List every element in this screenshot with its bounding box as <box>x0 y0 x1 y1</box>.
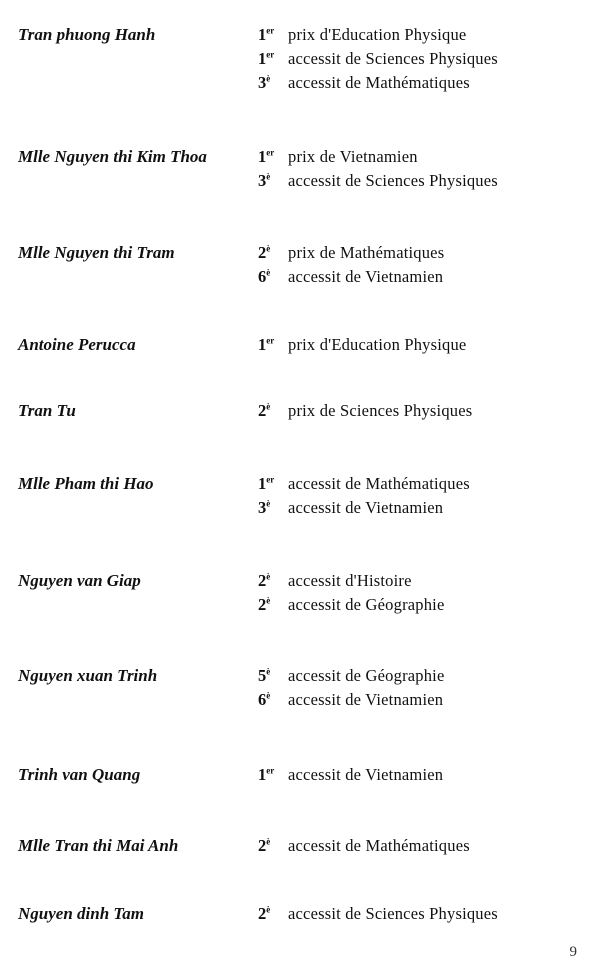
prize-list <box>258 145 498 193</box>
student-name: Mlle Nguyen thi Tram <box>18 243 175 262</box>
prize-rank: $2^è$ <box>258 571 271 590</box>
prize-rank: 1er <box>258 25 275 44</box>
prize-line <box>258 333 466 357</box>
prize-text: accessit de Vietnamien <box>288 498 444 517</box>
prize-rank: $6^è$ <box>258 690 271 709</box>
prize-line <box>258 569 445 593</box>
page-number: 9 <box>569 944 577 960</box>
prize-line <box>258 47 498 71</box>
prize-line <box>258 71 498 95</box>
prize-rank: 1er <box>258 765 275 784</box>
prize-text: accessit de Mathématiques <box>288 474 470 493</box>
student-name: Mlle Tran thi Mai Anh <box>18 836 179 855</box>
student-name: Nguyen xuan Trinh <box>18 666 158 685</box>
prize-line <box>258 496 470 520</box>
prize-list <box>258 23 498 95</box>
prize-text: accessit de Géographie <box>288 666 445 685</box>
prize-text: prix de Vietnamien <box>288 147 418 166</box>
prize-text: accessit de Mathématiques <box>288 836 470 855</box>
prize-rank: $2^è$ <box>258 401 271 420</box>
prize-list <box>258 569 445 617</box>
prize-rank: $5^è$ <box>258 666 271 685</box>
prize-rank: 1er <box>258 474 275 493</box>
prize-line <box>258 688 445 712</box>
prize-text: accessit de Vietnamien <box>288 690 444 709</box>
prize-line <box>258 664 445 688</box>
prize-text: prix d'Education Physique <box>288 25 467 44</box>
prize-line <box>258 145 498 169</box>
prize-list <box>258 241 444 289</box>
student-name: Mlle Pham thi Hao <box>18 474 154 493</box>
prize-text: accessit de Vietnamien <box>288 267 444 286</box>
prize-text: prix de Sciences Physiques <box>288 401 473 420</box>
prize-rank: $2^è$ <box>258 904 271 923</box>
prize-line <box>258 834 470 858</box>
prize-text: accessit de Sciences Physiques <box>288 49 498 68</box>
prize-line <box>258 23 498 47</box>
prize-rank: $3^è$ <box>258 171 271 190</box>
prize-rank: $2^è$ <box>258 243 271 262</box>
prize-list <box>258 333 466 357</box>
student-name: Nguyen van Giap <box>18 571 141 590</box>
prize-rank: 1er <box>258 335 275 354</box>
prize-rank: $6^è$ <box>258 267 271 286</box>
prize-text: accessit de Géographie <box>288 595 445 614</box>
prize-text: accessit de Mathématiques <box>288 73 470 92</box>
student-name: Mlle Nguyen thi Kim Thoa <box>18 147 207 166</box>
prize-text: prix d'Education Physique <box>288 335 467 354</box>
prize-line <box>258 763 443 787</box>
prize-line <box>258 399 472 423</box>
student-name: Nguyen dinh Tam <box>18 904 144 923</box>
student-name: Tran phuong Hanh <box>18 25 156 44</box>
prize-line <box>258 169 498 193</box>
prize-list <box>258 472 470 520</box>
prize-rank: $3^è$ <box>258 73 271 92</box>
prize-list <box>258 834 470 858</box>
prize-list <box>258 399 472 423</box>
prize-line <box>258 472 470 496</box>
prize-line <box>258 241 444 265</box>
prize-text: prix de Mathématiques <box>288 243 445 262</box>
prize-rank: $3^è$ <box>258 498 271 517</box>
prize-line <box>258 265 444 289</box>
prize-rank: $2^è$ <box>258 836 271 855</box>
student-name: Tran Tu <box>18 401 76 420</box>
prize-rank: $2^è$ <box>258 595 271 614</box>
prize-text: accessit de Vietnamien <box>288 765 444 784</box>
prize-list <box>258 763 443 787</box>
student-name: Antoine Perucca <box>18 335 136 354</box>
prize-list <box>258 664 445 712</box>
prize-rank: 1er <box>258 147 275 166</box>
prize-rank: 1er <box>258 49 275 68</box>
prize-list <box>258 902 498 926</box>
prize-text: accessit de Sciences Physiques <box>288 171 498 190</box>
student-name: Trinh van Quang <box>18 765 141 784</box>
prize-line <box>258 902 498 926</box>
prize-text: accessit de Sciences Physiques <box>288 904 498 923</box>
prize-text: accessit d'Histoire <box>288 571 412 590</box>
prize-line <box>258 593 445 617</box>
